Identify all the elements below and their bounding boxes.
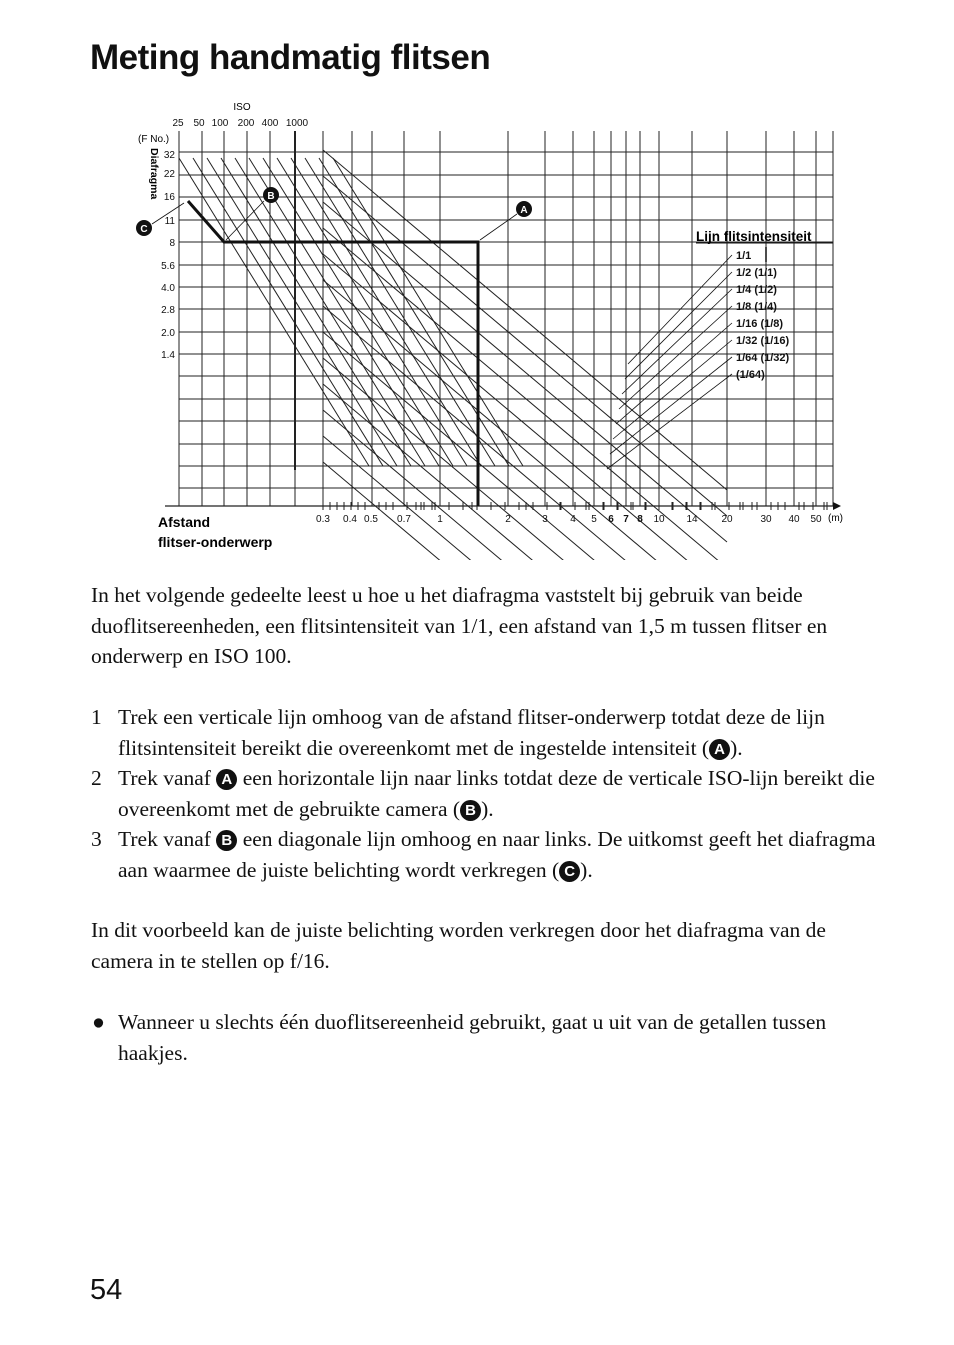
step-text: ). bbox=[730, 735, 743, 760]
step-text: een horizontale lijn naar links totdat deze de verticale ISO-lijn bereikt die overeenkomt met de gebruikte camera ( bbox=[118, 766, 875, 821]
distance-tick-label: 0.7 bbox=[397, 514, 411, 525]
distance-tick-label: 4 bbox=[570, 514, 576, 525]
distance-label-2: flitser-onderwerp bbox=[158, 534, 273, 550]
iso-axis-label: ISO bbox=[233, 102, 251, 113]
intensity-diagonal-line bbox=[323, 306, 727, 560]
aperture-tick-label: 4.0 bbox=[161, 283, 175, 294]
aperture-tick-label: 2.8 bbox=[161, 305, 175, 316]
distance-unit: (m) bbox=[828, 513, 843, 524]
iso-diagonal-line bbox=[305, 158, 495, 466]
marker-c-label: C bbox=[140, 224, 148, 235]
iso-diagonal-line bbox=[221, 158, 411, 466]
aperture-tick-label: 2.0 bbox=[161, 328, 175, 339]
distance-tick-label: 0.3 bbox=[316, 514, 330, 525]
legend-label: 1/32 (1/16) bbox=[736, 335, 790, 347]
step-text: Trek vanaf bbox=[118, 827, 217, 851]
axis-arrow-icon bbox=[833, 502, 841, 510]
aperture-tick-label: 16 bbox=[163, 192, 175, 203]
iso-diagonal-line bbox=[319, 158, 509, 466]
marker-c-badge: C bbox=[559, 861, 580, 882]
page-number: 54 bbox=[90, 1274, 123, 1306]
legend-label: 1/1 bbox=[736, 250, 752, 262]
legend-title: Lijn flitsintensiteit bbox=[696, 229, 812, 244]
iso-diagonal-line bbox=[207, 158, 397, 466]
iso-tick-label: 50 bbox=[193, 118, 205, 129]
legend-leader-line bbox=[619, 306, 732, 409]
distance-tick-label: 0.5 bbox=[364, 514, 378, 525]
page-title: Meting handmatig flitsen bbox=[90, 38, 491, 77]
distance-tick-label: 0.4 bbox=[343, 514, 357, 525]
legend-leader-line bbox=[622, 289, 732, 394]
iso-tick-label: 1000 bbox=[285, 118, 309, 129]
step-3 bbox=[91, 824, 881, 885]
marker-b-badge: B bbox=[216, 830, 237, 851]
distance-tick-label: 1 bbox=[437, 514, 443, 525]
distance-tick-label: 2 bbox=[505, 514, 511, 525]
step-2 bbox=[91, 763, 881, 824]
legend-label: 1/16 (1/8) bbox=[736, 318, 784, 330]
legend-label: 1/64 (1/32) bbox=[736, 352, 790, 364]
intensity-diagonal-line bbox=[323, 384, 727, 560]
legend-leader-line bbox=[625, 272, 732, 379]
step-number: 2 bbox=[91, 766, 102, 790]
intensity-diagonal-line bbox=[323, 436, 727, 560]
intensity-diagonal-line bbox=[323, 176, 727, 516]
legend-leader-line bbox=[613, 340, 732, 439]
step-number: 1 bbox=[91, 705, 102, 729]
bullet-icon: ● bbox=[92, 1010, 105, 1034]
legend-label: 1/8 (1/4) bbox=[736, 301, 777, 313]
aperture-tick-label: 1.4 bbox=[161, 350, 175, 361]
distance-tick-label: 50 bbox=[810, 514, 822, 525]
intensity-diagonal-line bbox=[323, 150, 727, 490]
flash-exposure-chart bbox=[0, 0, 954, 560]
aperture-tick-label: 32 bbox=[163, 150, 175, 161]
chart-diagonal-lines bbox=[179, 150, 727, 560]
distance-label-1: Afstand bbox=[158, 514, 211, 530]
marker-a-badge: A bbox=[216, 769, 237, 790]
step-text: ). bbox=[580, 857, 593, 882]
intro-paragraph: In het volgende gedeelte leest u hoe u het diafragma vaststelt bij gebruik van beide duoflitsereenheden, een flitsintensiteit van 1/1, een afstand van 1,5 m tussen flitser en onderwerp en ISO 100. bbox=[91, 583, 828, 668]
aperture-tick-label: 11 bbox=[164, 216, 175, 227]
legend-leader-line bbox=[616, 323, 732, 424]
distance-tick-label: 40 bbox=[788, 514, 800, 525]
fno-label: (F No.) bbox=[138, 134, 170, 145]
conclusion-paragraph: In dit voorbeeld kan de juiste belichting worden verkregen door het diafragma van de camera in te stellen op f/16. bbox=[91, 918, 826, 973]
iso-diagonal-line bbox=[179, 158, 369, 466]
distance-tick-label: 20 bbox=[721, 514, 733, 525]
intensity-diagonal-line bbox=[323, 280, 727, 560]
iso-diagonal-line bbox=[249, 158, 439, 466]
distance-tick-label: 5 bbox=[591, 514, 597, 525]
distance-tick-label: 30 bbox=[760, 514, 772, 525]
bullet-text: Wanneer u slechts één duoflitsereenheid gebruikt, gaat u uit van de getallen tussen haakjes. bbox=[118, 1010, 827, 1065]
note-bullet bbox=[91, 1007, 881, 1068]
iso-tick-label: 25 bbox=[172, 118, 184, 129]
legend-label: (1/64) bbox=[736, 369, 765, 381]
marker-a-connector bbox=[480, 214, 517, 240]
step-text: Trek vanaf bbox=[118, 766, 217, 790]
distance-tick-label: 8 bbox=[637, 514, 643, 525]
iso-diagonal-line bbox=[263, 158, 453, 466]
marker-a-badge: A bbox=[709, 739, 730, 760]
aperture-tick-label: 5.6 bbox=[161, 261, 175, 272]
distance-tick-label: 14 bbox=[686, 514, 698, 525]
iso-tick-label: 400 bbox=[261, 118, 279, 129]
step-text: een diagonale lijn omhoog en naar links. De uitkomst geeft het diafragma aan waarmee de juiste belichting wordt verkregen ( bbox=[118, 827, 876, 882]
intensity-diagonal-line bbox=[323, 410, 727, 560]
iso-diagonal-line bbox=[291, 158, 481, 466]
distance-tick-label: 3 bbox=[542, 514, 548, 525]
aperture-tick-label: 8 bbox=[169, 238, 175, 249]
intensity-diagonal-line bbox=[323, 462, 727, 560]
intensity-diagonal-line bbox=[323, 254, 727, 560]
intensity-diagonal-line bbox=[323, 358, 727, 560]
step-number: 3 bbox=[91, 827, 102, 851]
step-text: ). bbox=[481, 796, 494, 821]
marker-a-label: A bbox=[520, 205, 528, 216]
intensity-diagonal-line bbox=[323, 202, 727, 542]
step-1 bbox=[91, 702, 881, 763]
legend-leader-line bbox=[610, 357, 732, 454]
marker-b-badge: B bbox=[460, 800, 481, 821]
intensity-diagonal-line bbox=[323, 228, 727, 560]
iso-tick-label: 100 bbox=[211, 118, 229, 129]
step-text: Trek een verticale lijn omhoog van de afstand flitser-onderwerp totdat deze de lijn flitsintensiteit bereikt die overeenkomt met de ingestelde intensiteit ( bbox=[118, 705, 825, 760]
distance-tick-label: 7 bbox=[623, 514, 629, 525]
legend-label: 1/4 (1/2) bbox=[736, 284, 777, 296]
distance-tick-label: 10 bbox=[653, 514, 665, 525]
marker-b-label: B bbox=[267, 191, 275, 202]
legend-label: 1/2 (1/1) bbox=[736, 267, 777, 279]
iso-diagonal-line bbox=[193, 158, 383, 466]
aperture-tick-label: 22 bbox=[163, 169, 175, 180]
iso-tick-label: 200 bbox=[237, 118, 255, 129]
distance-tick-label: 6 bbox=[608, 514, 614, 525]
aperture-axis-label: Diafragma bbox=[148, 148, 160, 200]
